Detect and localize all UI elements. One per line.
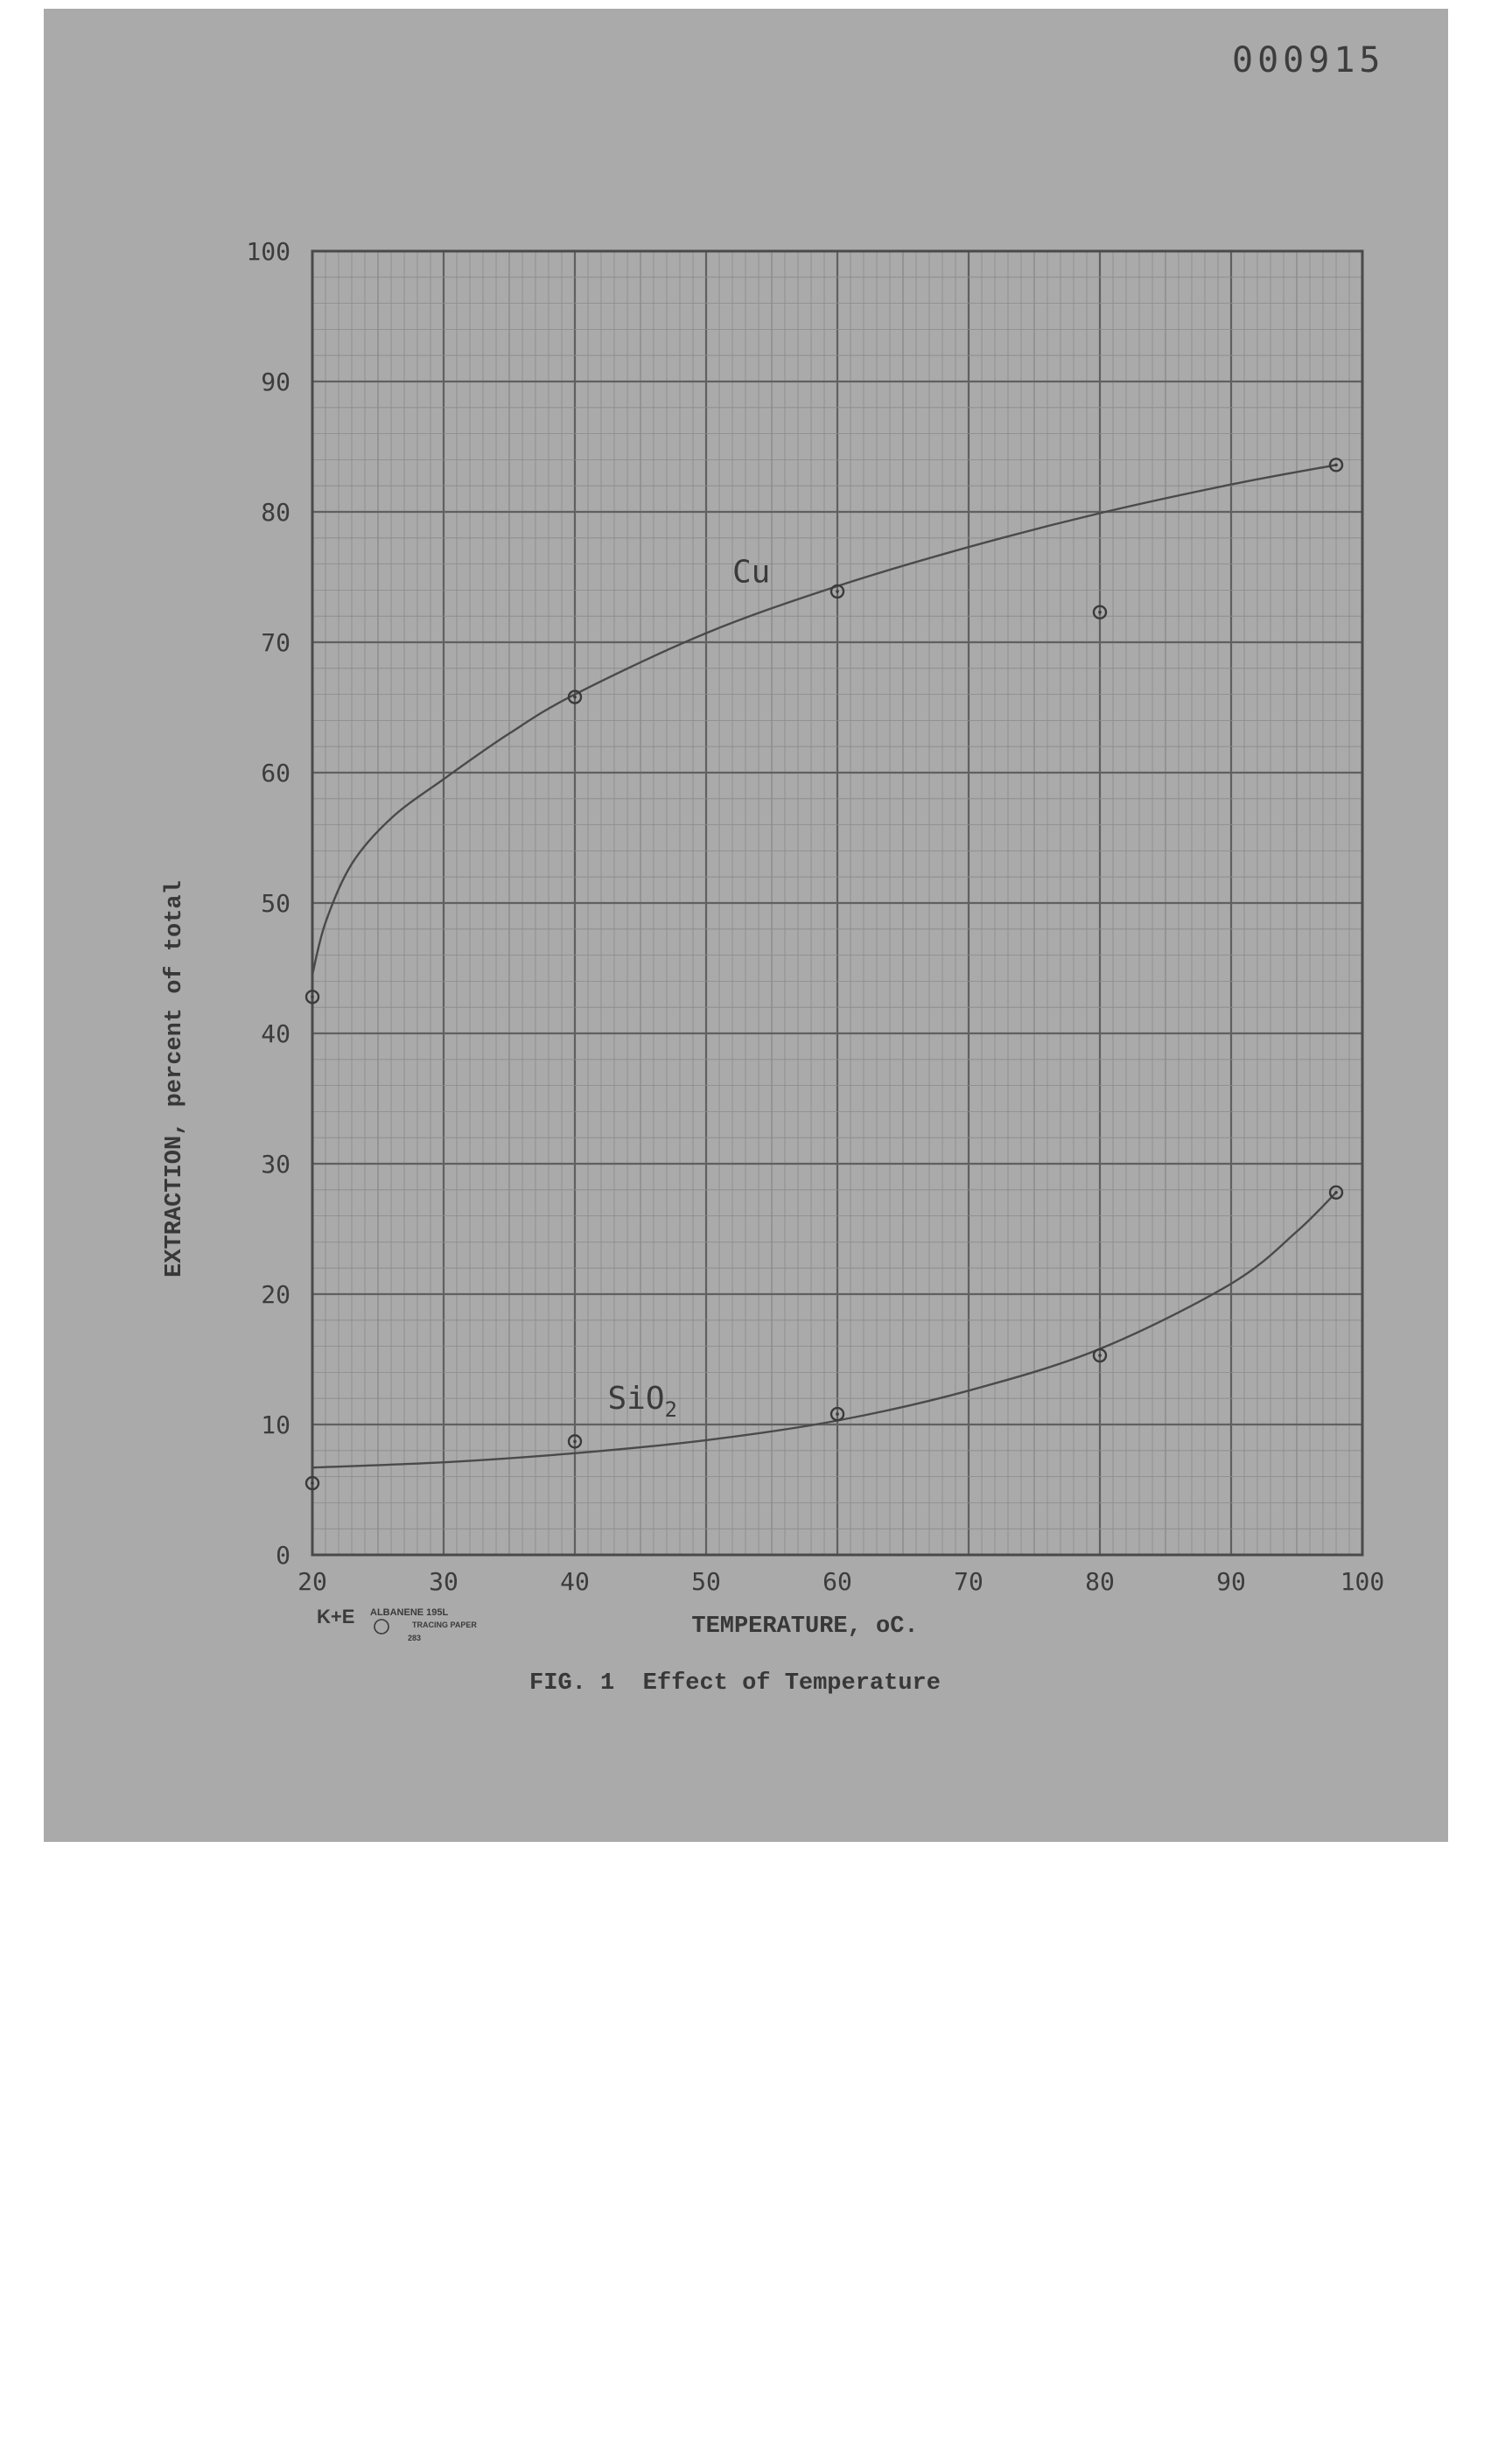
x-tick-label: 30 xyxy=(429,1567,458,1596)
y-tick-label: 60 xyxy=(261,759,290,788)
annotation-subscript: 2 xyxy=(664,1397,677,1423)
data-point-center-sio2 xyxy=(836,1412,839,1416)
x-tick-label: 70 xyxy=(954,1567,984,1596)
x-tick-label: 50 xyxy=(691,1567,721,1596)
x-tick-label: 60 xyxy=(822,1567,852,1596)
data-point-center-cu xyxy=(573,696,577,699)
data-point-center-cu xyxy=(1334,464,1338,467)
y-tick-label: 40 xyxy=(261,1019,290,1048)
document-number: 000915 xyxy=(1232,40,1385,80)
x-axis-label: TEMPERATURE, oC. xyxy=(691,1614,919,1640)
x-tick-labels xyxy=(298,1567,1384,1596)
x-tick-label: 20 xyxy=(298,1567,327,1596)
data-point-center-cu xyxy=(1098,611,1102,614)
series-annotations xyxy=(608,554,771,1422)
y-tick-label: 100 xyxy=(246,237,290,266)
y-axis-label: EXTRACTION, percent of total xyxy=(162,880,188,1278)
data-point-center-cu xyxy=(836,590,839,593)
x-tick-label: 100 xyxy=(1340,1567,1385,1596)
series-annotation: SiO$_2$ xyxy=(607,1381,677,1423)
stamp-brand: K+E xyxy=(317,1606,355,1628)
data-point-center-cu xyxy=(311,995,314,998)
y-tick-label: 0 xyxy=(276,1541,290,1570)
y-tick-label: 90 xyxy=(261,368,290,396)
figure-caption: FIG. 1 Effect of Temperature xyxy=(529,1670,941,1697)
y-tick-label: 70 xyxy=(261,628,290,657)
x-tick-label: 40 xyxy=(560,1567,590,1596)
data-point-center-sio2 xyxy=(311,1481,314,1485)
stamp-code: 283 xyxy=(408,1634,422,1642)
data-point-center-sio2 xyxy=(1098,1354,1102,1357)
data-point-center-sio2 xyxy=(573,1440,577,1444)
paper-stamp xyxy=(317,1606,477,1642)
stamp-product: ALBANENE 195L xyxy=(370,1607,449,1618)
y-tick-label: 10 xyxy=(261,1410,290,1439)
registered-mark-icon xyxy=(374,1620,388,1634)
y-tick-label: 50 xyxy=(261,889,290,918)
y-tick-label: 30 xyxy=(261,1150,290,1179)
stamp-type: TRACING PAPER xyxy=(412,1620,477,1629)
x-tick-label: 90 xyxy=(1216,1567,1246,1596)
y-tick-labels xyxy=(246,237,290,1570)
y-tick-label: 20 xyxy=(261,1280,290,1309)
chart-grid xyxy=(312,251,1362,1555)
x-tick-label: 80 xyxy=(1085,1567,1115,1596)
series-annotation: Cu xyxy=(732,554,771,591)
y-tick-label: 80 xyxy=(261,498,290,527)
data-point-center-sio2 xyxy=(1334,1191,1338,1194)
